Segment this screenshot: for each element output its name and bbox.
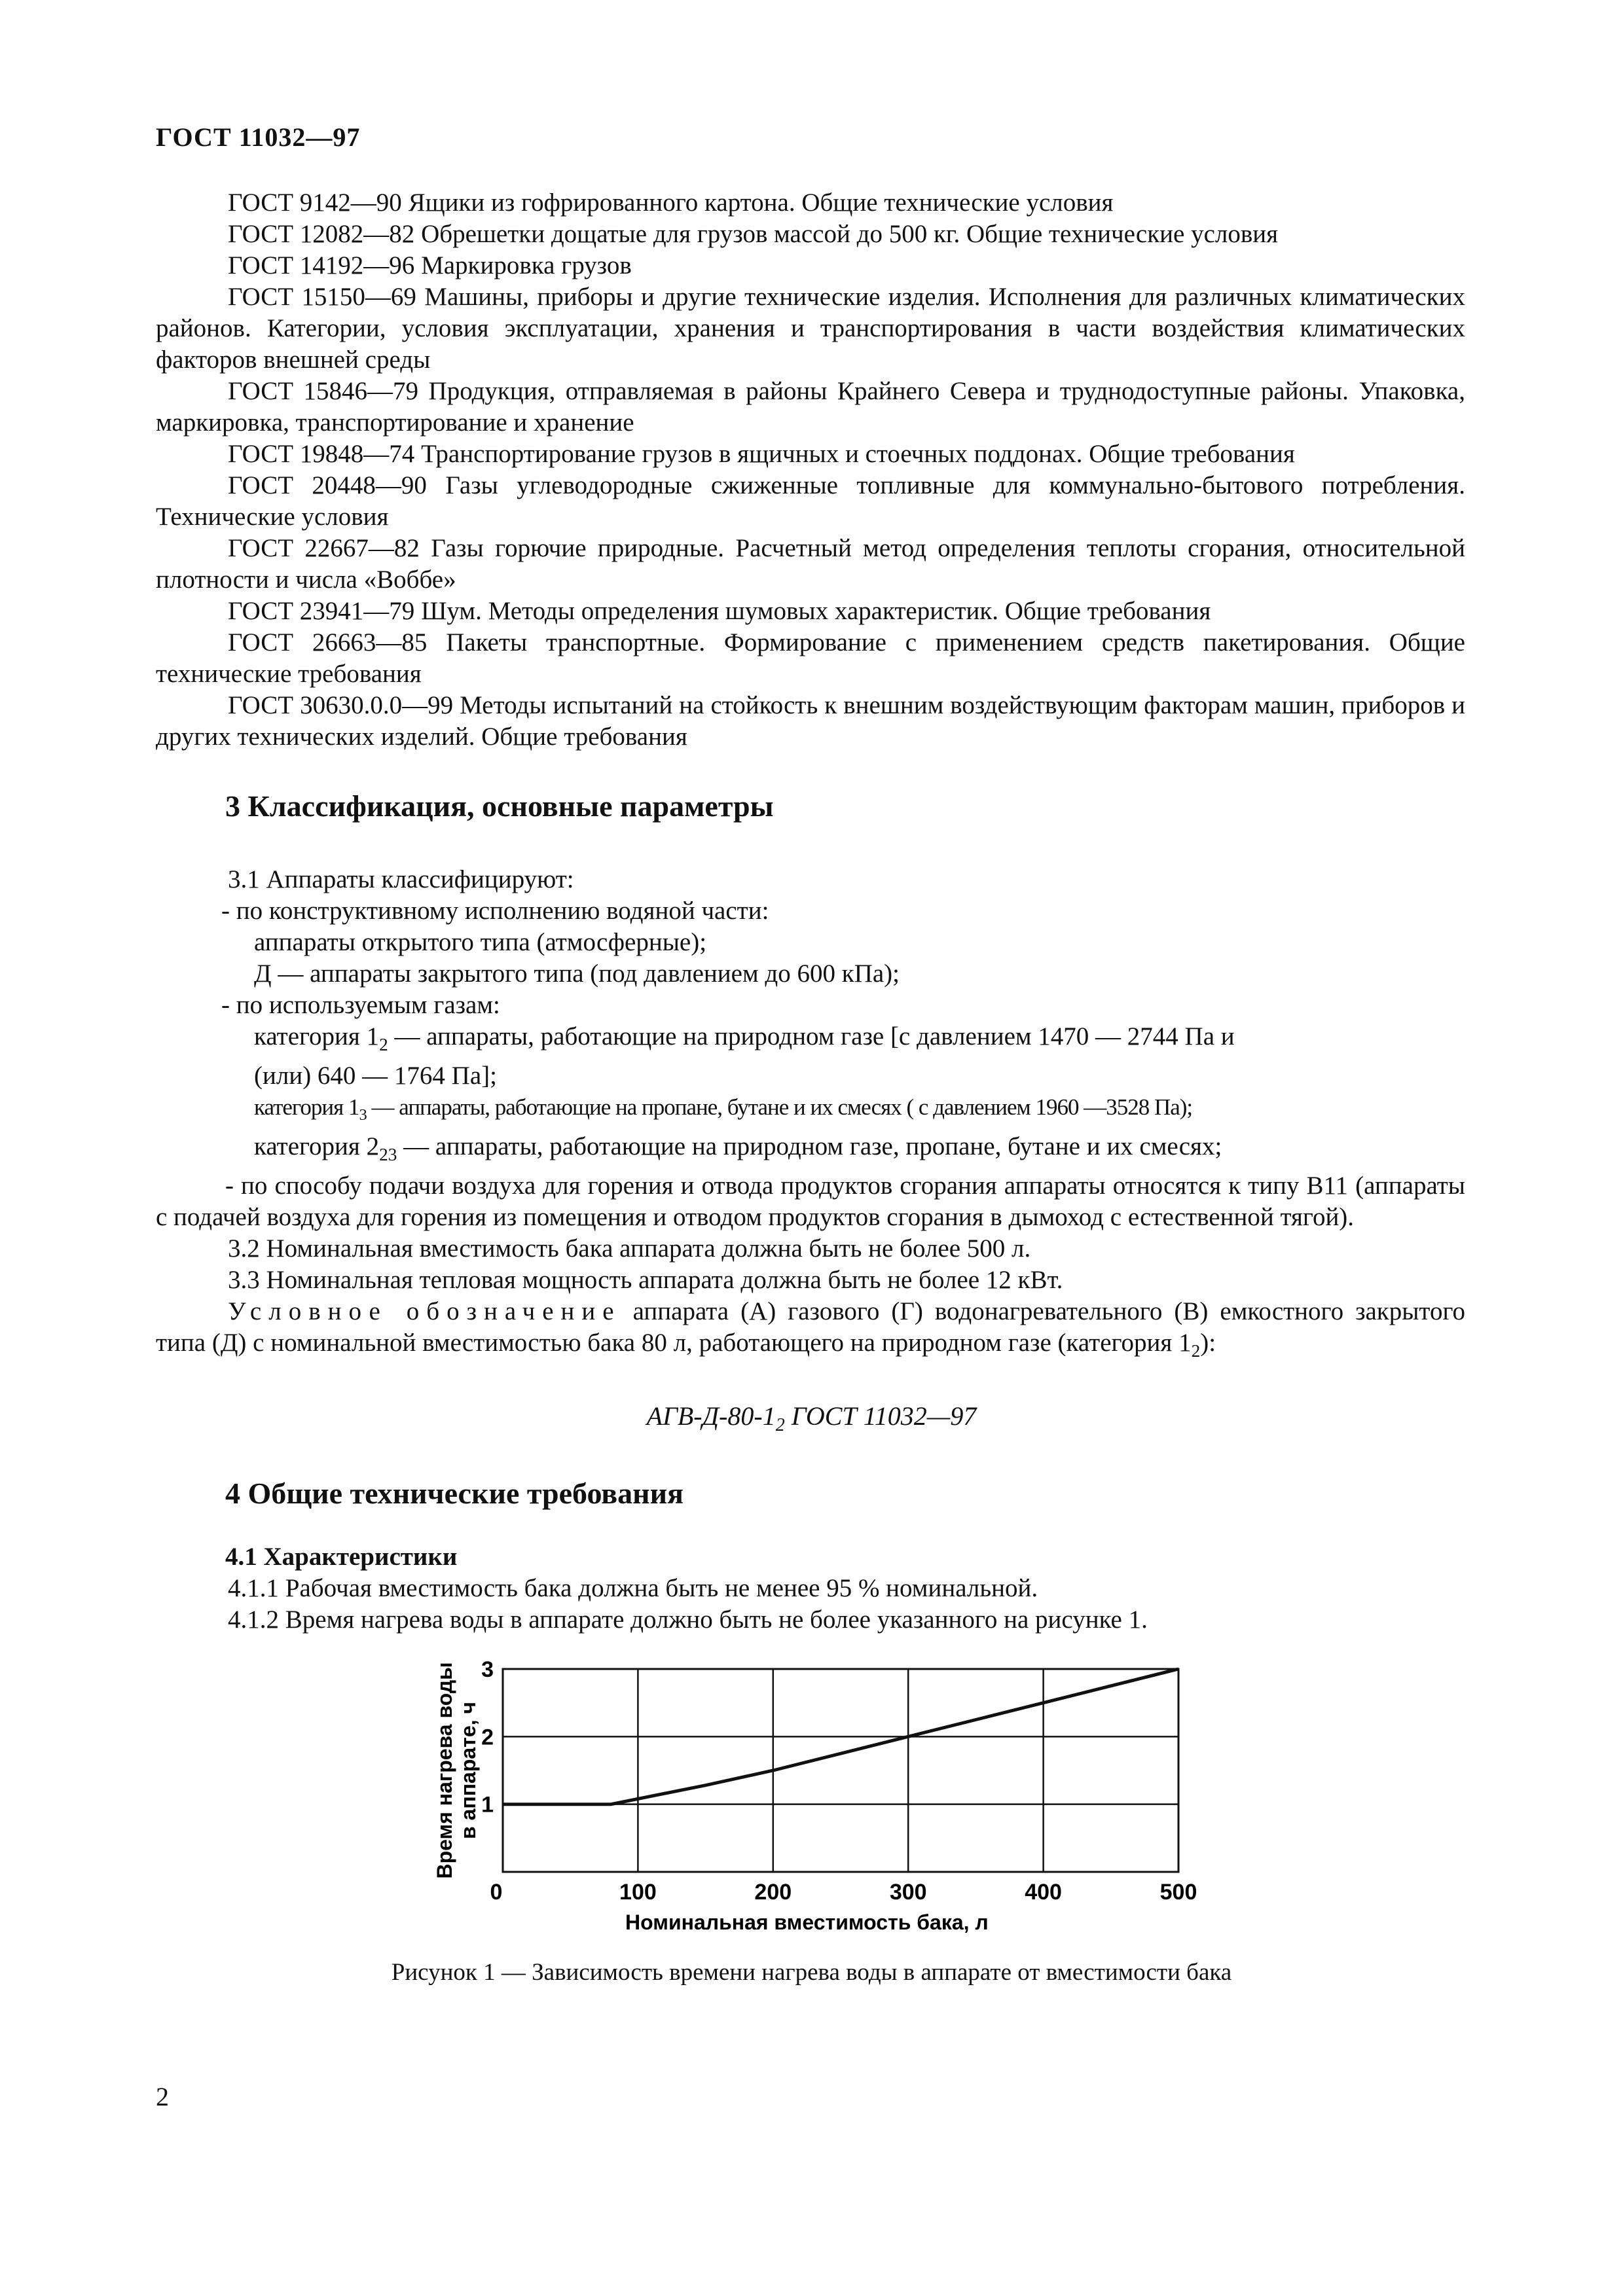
clause-4-1-1: 4.1.1 Рабочая вместимость бака должна быть не менее 95 % номинальной.: [228, 1574, 1038, 1602]
y-axis-label-line2: в аппарате, ч: [456, 1702, 480, 1839]
y-tick-label: 1: [481, 1792, 494, 1818]
figure-caption: Рисунок 1 — Зависимость времени нагрева воды в аппарате от вместимости бака: [391, 1959, 1232, 1986]
list-item-air-supply: - по способу подачи воздуха для горения и отвода продуктов сгорания аппараты относятся к типу В11 (аппараты с подачей воздуха для горения из помещения и отводом продуктов сгорания в дымоход с естественной тягой).: [156, 1171, 1465, 1231]
clause-3-3: 3.3 Номинальная тепловая мощность аппарата должна быть не более 12 кВт.: [228, 1265, 1063, 1294]
reference-item: ГОСТ 26663—85 Пакеты транспортные. Формирование с применением средств пакетирования. Общие технические требования: [156, 628, 1465, 688]
section-3-body: [156, 864, 1465, 1366]
reference-item: ГОСТ 22667—82 Газы горючие природные. Расчетный метод определения теплоты сгорания, относительной плотности и числа «Воббе»: [156, 534, 1465, 594]
section-4-body: [156, 1541, 1465, 1636]
x-tick-label: 100: [619, 1880, 657, 1905]
reference-item: ГОСТ 12082—82 Обрешетки дощатые для грузов массой до 500 кг. Общие технические условия: [228, 220, 1279, 248]
origin-label: 0: [490, 1880, 503, 1905]
page-number: 2: [156, 2082, 169, 2111]
reference-item: ГОСТ 14192—96 Маркировка грузов: [228, 251, 632, 279]
x-tick-label: 500: [1159, 1880, 1197, 1905]
reference-item: ГОСТ 19848—74 Транспортирование грузов в ящичных и стоечных поддонах. Общие требования: [228, 440, 1295, 468]
category-1-2: категория $1_2$ — аппараты, работающие на природном газе [с давлением 1470 — 2744 Па и: [254, 1022, 1235, 1054]
document-header: ГОСТ 11032—97: [156, 122, 361, 152]
reference-item: ГОСТ 20448—90 Газы углеводородные сжиженные топливные для коммунально-бытового потребления. Технические условия: [156, 471, 1465, 531]
reference-item: ГОСТ 9142—90 Ящики из гофрированного картона. Общие технические условия: [228, 188, 1114, 217]
clause-3-1: 3.1 Аппараты классифицируют:: [228, 865, 574, 893]
open-type-item: аппараты открытого типа (атмосферные);: [254, 928, 707, 956]
list-item-construction: - по конструктивному исполнению водяной части:: [221, 897, 769, 925]
normative-references: [156, 187, 1465, 753]
subsection-4-1-title: 4.1 Характеристики: [225, 1543, 458, 1571]
reference-item: ГОСТ 15846—79 Продукция, отправляемая в районы Крайнего Севера и труднодоступные районы. Упаковка, маркировка, транспортирование и хранение: [156, 377, 1465, 437]
section-3-title: 3 Классификация, основные параметры: [225, 789, 774, 823]
category-2-23: категория $2_{23}$ — аппараты, работающие на природном газе, пропане, бутане и их смесях;: [254, 1132, 1222, 1164]
category-1-2-continued: (или) 640 — 1764 Па];: [254, 1061, 497, 1090]
closed-type-item: Д — аппараты закрытого типа (под давлением до 600 кПа);: [254, 960, 900, 988]
designation-formula: АГВ-$Д-80-1_2$ ГОСТ 11032—97: [646, 1401, 977, 1435]
y-axis-label-line1: Время нагрева воды: [433, 1662, 456, 1879]
designation-paragraph: Условное обозначение аппарата (А) газового (Г) водонагревательного (В) емкостного закрытого типа (Д) с номинальной вместимостью бака 80 л, работающего на природном газе (категория $1_2$):: [156, 1297, 1465, 1361]
category-1-3: категория $1_3$ — аппараты, работающие на пропане, бутане и их смесях ( с давлением 1960 —3528 Па);: [254, 1094, 1193, 1124]
y-tick-label: 3: [481, 1657, 494, 1682]
clause-3-2: 3.2 Номинальная вместимость бака аппарата должна быть не более 500 л.: [228, 1234, 1031, 1263]
x-tick-label: 300: [889, 1880, 927, 1905]
y-tick-label: 2: [481, 1725, 494, 1750]
x-tick-label: 400: [1025, 1880, 1062, 1905]
reference-item: ГОСТ 30630.0.0—99 Методы испытаний на стойкость к внешним воздействующим факторам машин, приборов и других технических изделий. Общие требования: [156, 691, 1466, 751]
section-4-title: 4 Общие технические требования: [225, 1477, 684, 1510]
clause-4-1-2: 4.1.2 Время нагрева воды в аппарате должно быть не более указанного на рисунке 1.: [228, 1605, 1148, 1634]
list-item-gases: - по используемым газам:: [221, 991, 500, 1019]
x-axis-label: Номинальная вместимость бака, л: [625, 1910, 989, 1934]
x-tick-label: 200: [754, 1880, 792, 1905]
reference-item: ГОСТ 15150—69 Машины, приборы и другие технические изделия. Исполнения для различных климатических районов. Категории, условия эксплуатации, хранения и транспортирования в части воздействия климатических факторов внешней среды: [156, 283, 1465, 374]
reference-item: ГОСТ 23941—79 Шум. Методы определения шумовых характеристик. Общие требования: [228, 597, 1211, 625]
plot-frame: [503, 1669, 1178, 1872]
heating-time-chart: [406, 1656, 1218, 1944]
